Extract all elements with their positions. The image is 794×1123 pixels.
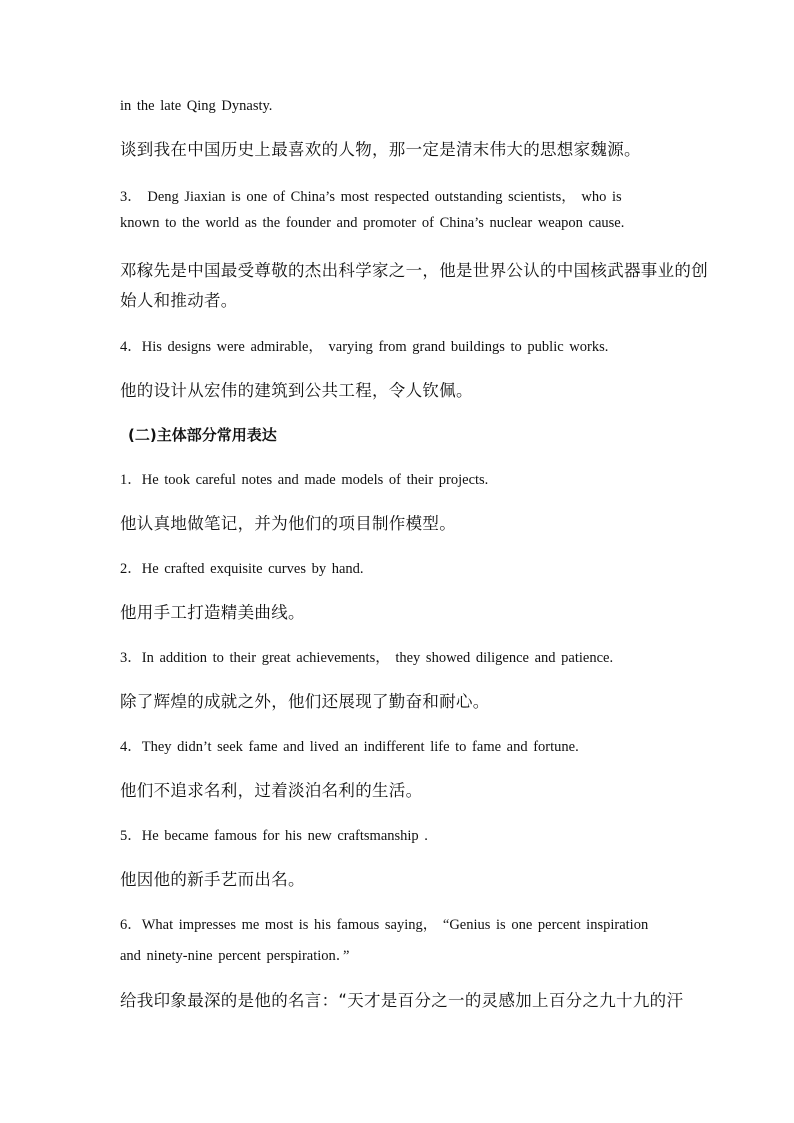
body-translation-5: 他因他的新手艺而出名。: [120, 870, 305, 889]
translation-4: 他的设计从宏伟的建筑到公共工程，令人钦佩。: [120, 381, 473, 400]
body-translation-4: 他们不追求名利，过着淡泊名利的生活。: [120, 781, 423, 800]
text-line: in the late Qing Dynasty.: [120, 98, 273, 114]
section-heading: (二)主体部分常用表达: [128, 426, 277, 444]
body-sentence-5: 5．He became famous for his new craftsmanship .: [120, 828, 428, 844]
body-translation-1: 他认真地做笔记，并为他们的项目制作模型。: [120, 514, 456, 533]
body-translation-6: 给我印象最深的是他的名言：“天才是百分之一的灵感加上百分之九十九的汗: [120, 991, 684, 1010]
body-sentence-3: 3．In addition to their great achievements， they showed diligence and patience.: [120, 650, 614, 666]
translation-3-line-1: 邓稼先是中国最受尊敬的杰出科学家之一，他是世界公认的中国核武器事业的创: [120, 261, 708, 280]
translation-line: 谈到我在中国历史上最喜欢的人物，那一定是清末伟大的思想家魏源。: [120, 140, 641, 159]
sentence-4: 4．His designs were admirable， varying from grand buildings to public works.: [120, 339, 609, 355]
body-sentence-6-line-1: 6．What impresses me most is his famous saying， “Genius is one percent inspiration: [120, 917, 649, 933]
body-translation-3: 除了辉煌的成就之外，他们还展现了勤奋和耐心。: [120, 692, 490, 711]
body-sentence-1: 1．He took careful notes and made models of their projects.: [120, 472, 489, 488]
body-sentence-6-line-2: and ninety-nine percent perspiration．”: [120, 948, 350, 964]
body-sentence-4: 4．They didn’t seek fame and lived an indifferent life to fame and fortune.: [120, 739, 579, 755]
body-sentence-2: 2．He crafted exquisite curves by hand.: [120, 561, 364, 577]
sentence-3-line-1: 3． Deng Jiaxian is one of China’s most respected outstanding scientists， who is: [120, 189, 622, 205]
sentence-3-line-2: known to the world as the founder and promoter of China’s nuclear weapon cause.: [120, 215, 625, 231]
translation-3-line-2: 始人和推动者。: [120, 291, 238, 310]
body-translation-2: 他用手工打造精美曲线。: [120, 603, 305, 622]
